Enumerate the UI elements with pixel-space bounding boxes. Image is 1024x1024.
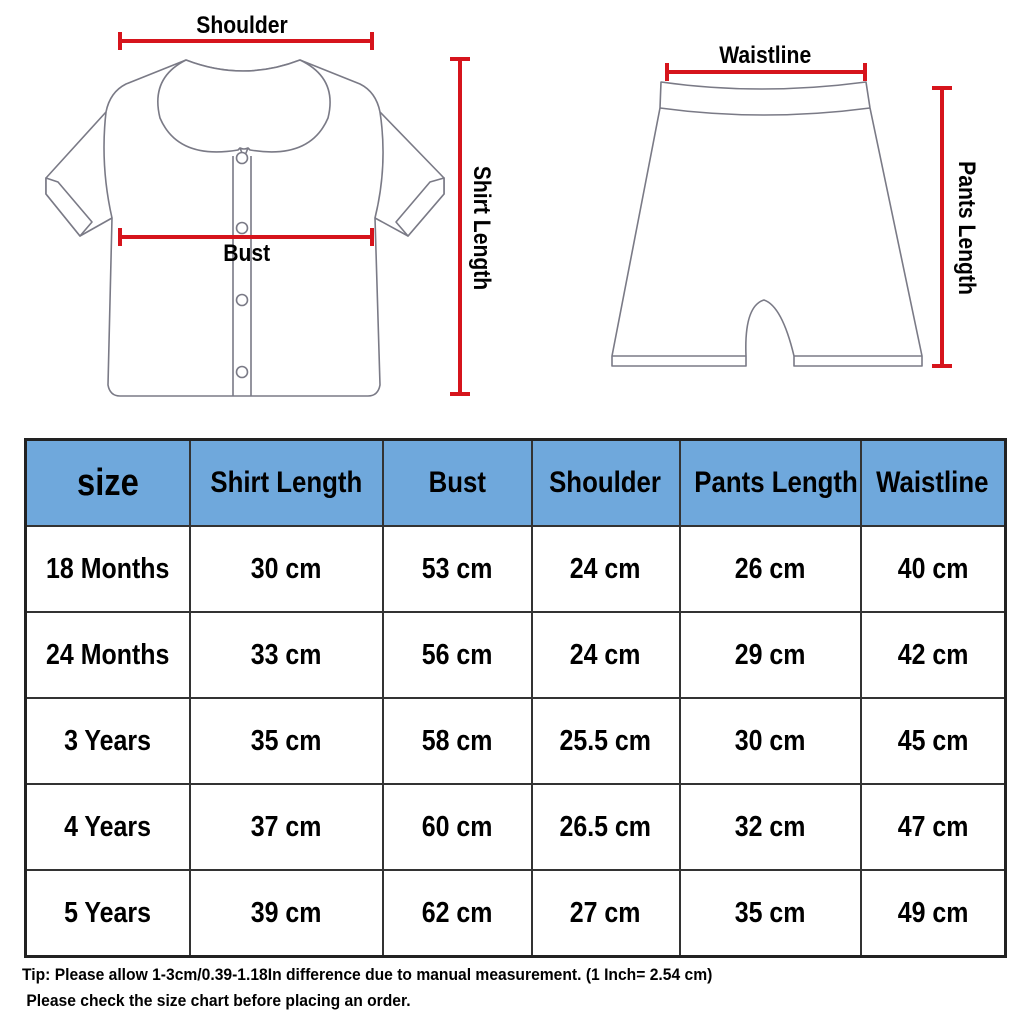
- table-row: [26, 870, 1006, 957]
- shoulder-cell: 27 cm: [532, 870, 680, 957]
- shirt-outline: [46, 60, 444, 396]
- waistline-cell: 47 cm: [861, 784, 1006, 870]
- pants-length-cell: 29 cm: [680, 612, 861, 698]
- pants-length-cell: 32 cm: [680, 784, 861, 870]
- bust-cell: 62 cm: [383, 870, 532, 957]
- shoulder-cell: 24 cm: [532, 612, 680, 698]
- bust-cell: 58 cm: [383, 698, 532, 784]
- table-header-row: [26, 440, 1006, 527]
- size-cell: 18 Months: [26, 526, 190, 612]
- waistline-cell: 49 cm: [861, 870, 1006, 957]
- size-chart-table: [24, 438, 1007, 958]
- pants-length-label: Pants Length: [953, 161, 980, 295]
- shoulder-cell: 26.5 cm: [532, 784, 680, 870]
- header-waistline: Waistline: [861, 440, 1006, 527]
- header-pants-length: Pants Length: [680, 440, 861, 527]
- bust-cell: 60 cm: [383, 784, 532, 870]
- measurement-diagram: [0, 0, 1024, 420]
- header-shoulder: Shoulder: [532, 440, 680, 527]
- shoulder-label: Shoulder: [196, 12, 288, 39]
- measurement-tip: [22, 962, 1012, 1014]
- table-row: [26, 526, 1006, 612]
- waistline-cell: 45 cm: [861, 698, 1006, 784]
- waistline-cell: 42 cm: [861, 612, 1006, 698]
- pants-outline: [612, 82, 922, 366]
- waistline-cell: 40 cm: [861, 526, 1006, 612]
- tip-line-1: Tip: Please allow 1-3cm/0.39-1.18In difference due to manual measurement. (1 Inch= 2.54 cm): [22, 965, 713, 984]
- pants-length-cell: 30 cm: [680, 698, 861, 784]
- shoulder-cell: 25.5 cm: [532, 698, 680, 784]
- bust-label: Bust: [223, 240, 271, 267]
- shoulder-cell: 24 cm: [532, 526, 680, 612]
- header-bust: Bust: [383, 440, 532, 527]
- bust-cell: 56 cm: [383, 612, 532, 698]
- size-cell: 24 Months: [26, 612, 190, 698]
- size-cell: 5 Years: [26, 870, 190, 957]
- table-row: [26, 698, 1006, 784]
- tip-line-2: Please check the size chart before placing an order.: [22, 991, 411, 1010]
- waistline-label: Waistline: [719, 42, 812, 69]
- shirt-length-label: Shirt Length: [468, 165, 495, 291]
- header-size: size: [26, 440, 190, 527]
- pants-length-cell: 26 cm: [680, 526, 861, 612]
- size-cell: 3 Years: [26, 698, 190, 784]
- shirt-length-cell: 39 cm: [190, 870, 383, 957]
- table-row: [26, 784, 1006, 870]
- shirt-length-cell: 33 cm: [190, 612, 383, 698]
- shirt-length-cell: 37 cm: [190, 784, 383, 870]
- table-row: [26, 612, 1006, 698]
- size-cell: 4 Years: [26, 784, 190, 870]
- bust-cell: 53 cm: [383, 526, 532, 612]
- shirt-length-cell: 35 cm: [190, 698, 383, 784]
- header-shirt-length: Shirt Length: [190, 440, 383, 527]
- pants-length-cell: 35 cm: [680, 870, 861, 957]
- shirt-length-cell: 30 cm: [190, 526, 383, 612]
- garment-illustration: [0, 0, 1024, 420]
